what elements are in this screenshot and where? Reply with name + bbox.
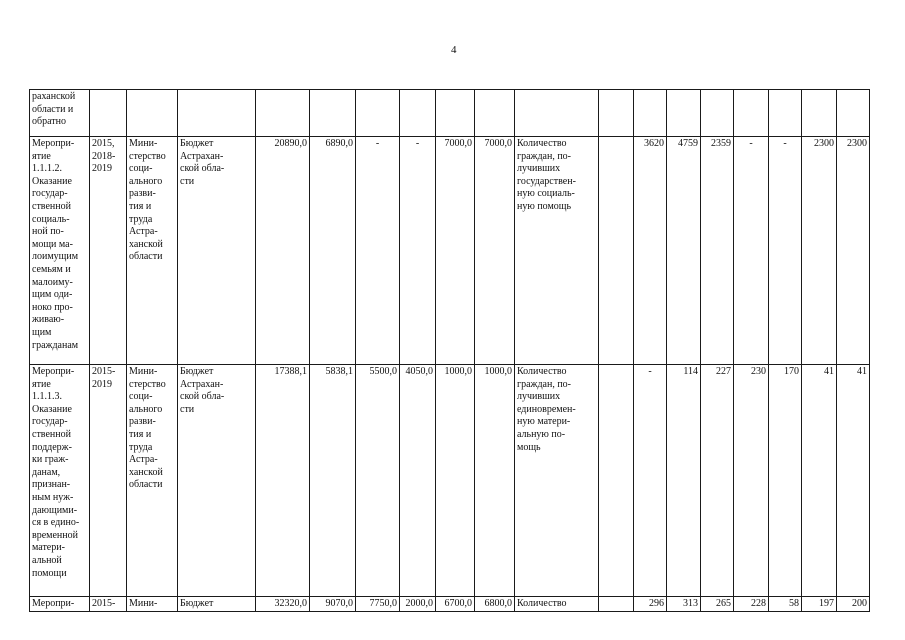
program-table [29, 89, 870, 612]
year-2019-cell: 6800,0 [475, 597, 515, 612]
year-2015-cell: 6890,0 [310, 137, 356, 365]
indicator-value-cell: 313 [667, 597, 701, 612]
executor-cell: Мини- стерство соци- ального разви- тия и труда Астра- ханской области [127, 137, 178, 365]
indicator-value-cell: 197 [802, 597, 837, 612]
indicator-value-cell: 228 [734, 597, 769, 612]
years-cell: 2015- 2019 [90, 365, 127, 597]
total-cell: 20890,0 [256, 137, 310, 365]
indicator-value-cell: 296 [634, 597, 667, 612]
indicator-value-cell: 41 [837, 365, 870, 597]
year-2018-cell: 1000,0 [436, 365, 475, 597]
indicator-value-cell: 2359 [701, 137, 734, 365]
years-cell: 2015- [90, 597, 127, 612]
year-2017-cell: - [400, 137, 436, 365]
year-2015-cell: 9070,0 [310, 597, 356, 612]
indicator-value-cell: 227 [701, 365, 734, 597]
table-row [30, 137, 870, 365]
indicator-value-cell: 2300 [802, 137, 837, 365]
indicator-value-cell: 3620 [634, 137, 667, 365]
total-cell: 32320,0 [256, 597, 310, 612]
indicator-cell: Количество граждан, по- лучивших единовремен- ную матери- альную по- мощь [515, 365, 599, 597]
region-text-cell: раханской области и обратно [30, 90, 90, 137]
table-row [30, 365, 870, 597]
indicator-value-cell: 114 [667, 365, 701, 597]
indicator-value-cell: - [734, 137, 769, 365]
funding-source-cell: Бюджет Астрахан- ской обла- сти [178, 137, 256, 365]
indicator-value-cell: 41 [802, 365, 837, 597]
measure-name-cell: Меропри- ятие 1.1.1.2. Оказание государ- ственной социаль- ной по- мощи ма- лоимущим семьям и малоиму- щим оди- ноко про- живаю- щим гражданам [30, 137, 90, 365]
year-2018-cell: 6700,0 [436, 597, 475, 612]
measure-name-cell: Меропри- [30, 597, 90, 612]
executor-cell: Мини- [127, 597, 178, 612]
indicator-cell: Количество [515, 597, 599, 612]
year-2017-cell: 4050,0 [400, 365, 436, 597]
year-2017-cell: 2000,0 [400, 597, 436, 612]
year-2019-cell: 1000,0 [475, 365, 515, 597]
funding-source-cell: Бюджет [178, 597, 256, 612]
indicator-cell: Количество граждан, по- лучивших государствен- ную социаль- ную помощь [515, 137, 599, 365]
year-2015-cell: 5838,1 [310, 365, 356, 597]
year-2016-cell: 7750,0 [356, 597, 400, 612]
year-2016-cell: - [356, 137, 400, 365]
indicator-value-cell: 58 [769, 597, 802, 612]
indicator-value-cell: 170 [769, 365, 802, 597]
table-row [30, 90, 870, 137]
indicator-value-cell: 200 [837, 597, 870, 612]
indicator-value-cell: 4759 [667, 137, 701, 365]
page-number: 4 [451, 44, 457, 56]
year-2018-cell: 7000,0 [436, 137, 475, 365]
year-2019-cell: 7000,0 [475, 137, 515, 365]
indicator-value-cell: 265 [701, 597, 734, 612]
indicator-value-cell: - [634, 365, 667, 597]
years-cell: 2015, 2018- 2019 [90, 137, 127, 365]
table-row [30, 597, 870, 612]
indicator-value-cell: - [769, 137, 802, 365]
measure-name-cell: Меропри- ятие 1.1.1.3. Оказание государ- ственной поддерж- ки граж- данам, признан- ным нуж- дающими- ся в едино- временной матери- альной помощи [30, 365, 90, 597]
year-2016-cell: 5500,0 [356, 365, 400, 597]
executor-cell: Мини- стерство соци- ального разви- тия и труда Астра- ханской области [127, 365, 178, 597]
indicator-value-cell: 2300 [837, 137, 870, 365]
funding-source-cell: Бюджет Астрахан- ской обла- сти [178, 365, 256, 597]
indicator-value-cell: 230 [734, 365, 769, 597]
total-cell: 17388,1 [256, 365, 310, 597]
